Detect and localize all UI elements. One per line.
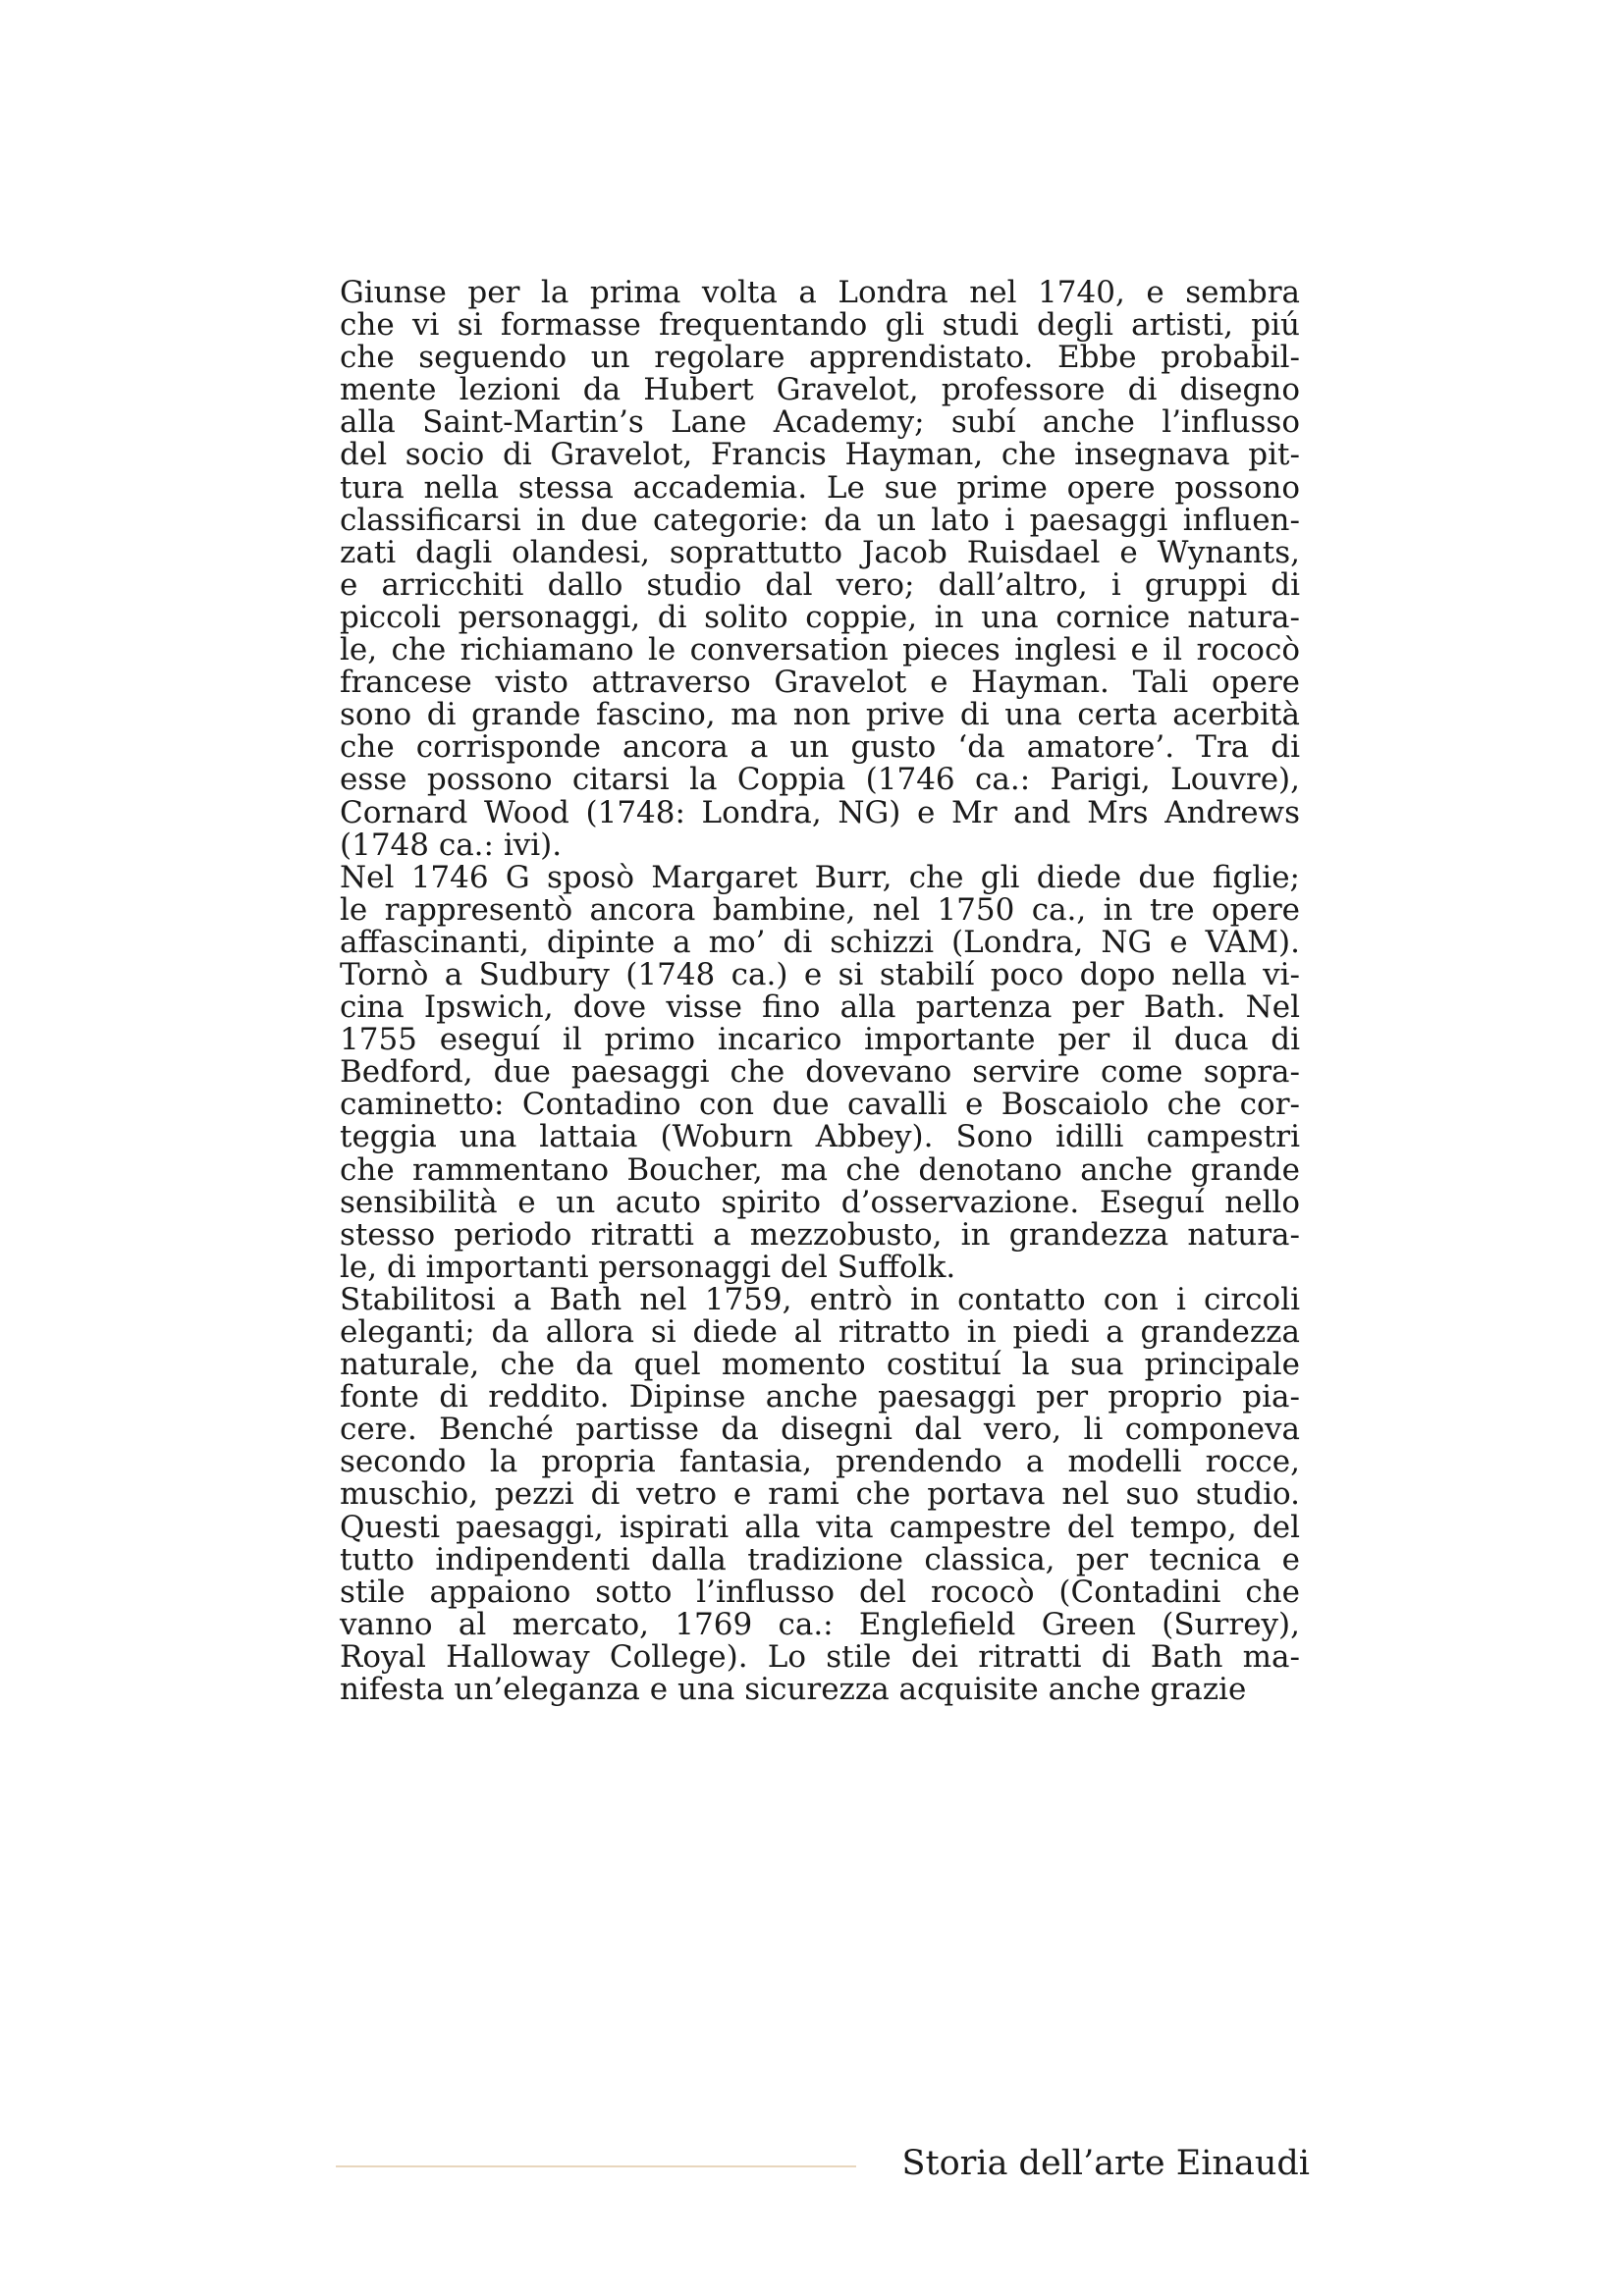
text-line: Bedford, due paesaggi che dovevano servire come sopra- [340,1054,1300,1091]
footer-rule [336,2165,856,2167]
text-line: Cornard Wood (1748: Londra, NG) e Mr and Mrs Andrews [340,794,1300,830]
text-line: tutto indipendenti dalla tradizione classica, per tecnica e [340,1541,1300,1577]
text-line: che corrisponde ancora a un gusto ‘da amatore’. Tra di [340,729,1300,766]
text-line: nifesta un’eleganza e una sicurezza acquisite anche grazie [340,1672,1247,1708]
text-line: cina Ipswich, dove visse fino alla partenza per Bath. Nel [340,989,1300,1026]
text-line: affascinanti, dipinte a mo’ di schizzi (Londra, NG e VAM). [340,924,1300,960]
text-line: che rammentano Boucher, ma che denotano anche grande [340,1151,1300,1188]
text-line: fonte di reddito. Dipinse anche paesaggi per proprio pia- [340,1379,1300,1415]
text-line: sensibilità e un acuto spirito d’osservazione. Eseguí nello [340,1184,1300,1220]
text-line: eleganti; da allora si diede al ritratto in piedi a grandezza [340,1314,1300,1350]
text-line: Questi paesaggi, ispirati alla vita campestre del tempo, del [340,1509,1300,1545]
text-line: Nel 1746 G sposò Margaret Burr, che gli diede due figlie; [340,859,1300,895]
text-line: del socio di Gravelot, Francis Hayman, che insegnava pit- [340,437,1300,473]
text-line: che seguendo un regolare apprendistato. Ebbe probabil- [340,340,1300,376]
text-line: le, di importanti personaggi del Suffolk. [340,1249,956,1285]
text-line: alla Saint-Martin’s Lane Academy; subí anche l’influsso [340,404,1300,441]
text-line: muschio, pezzi di vetro e rami che portava nel suo studio. [340,1476,1300,1513]
text-line: tura nella stessa accademia. Le sue prime opere possono [340,469,1300,506]
text-line: cere. Benché partisse da disegni dal vero, li componeva [340,1412,1300,1448]
text-line: caminetto: Contadino con due cavalli e Boscaiolo che cor- [340,1087,1300,1123]
text-line: 1755 eseguí il primo incarico importante per il duca di [340,1022,1300,1058]
text-line: Royal Halloway College). Lo stile dei ritratti di Bath ma- [340,1638,1300,1675]
text-line: teggia una lattaia (Woburn Abbey). Sono idilli campestri [340,1119,1300,1155]
text-line: stile appaiono sotto l’influsso del rococò (Contadini che [340,1574,1300,1610]
footer-title: Storia dell’arte Einaudi [901,2144,1310,2183]
text-line: stesso periodo ritratti a mezzobusto, in grandezza natura- [340,1216,1300,1253]
text-line: naturale, che da quel momento costituí la sua principale [340,1347,1300,1383]
text-line: zati dagli olandesi, soprattutto Jacob Ruisdael e Wynants, [340,534,1300,570]
text-line: secondo la propria fantasia, prendendo a modelli rocce, [340,1444,1300,1480]
paragraph-2 [340,859,1300,1285]
body-text [340,277,1300,1706]
text-line: e arricchiti dallo studio dal vero; dall’altro, i gruppi di [340,566,1300,603]
text-line: le, che richiamano le conversation pieces inglesi e il rococò [340,632,1300,668]
text-line: (1748 ca.: ivi). [340,827,563,863]
text-line: Giunse per la prima volta a Londra nel 1740, e sembra [340,275,1300,310]
text-line: piccoli personaggi, di solito coppie, in una cornice natura- [340,599,1300,635]
text-line: classificarsi in due categorie: da un lato i paesaggi influen- [340,502,1300,538]
text-line: sono di grande fascino, ma non prive di una certa acerbità [340,697,1300,733]
text-line: le rappresentò ancora bambine, nel 1750 ca., in tre opere [340,891,1300,928]
paragraph-1 [340,277,1300,862]
text-line: vanno al mercato, 1769 ca.: Englefield Green (Surrey), [340,1606,1300,1642]
paragraph-3 [340,1281,1300,1708]
text-line: francese visto attraverso Gravelot e Hayman. Tali opere [340,665,1300,701]
text-line: mente lezioni da Hubert Gravelot, professore di disegno [340,372,1300,408]
text-line: Tornò a Sudbury (1748 ca.) e si stabilí poco dopo nella vi- [340,956,1300,992]
text-line: Stabilitosi a Bath nel 1759, entrò in contatto con i circoli [340,1281,1300,1317]
text-line: esse possono citarsi la Coppia (1746 ca.: Parigi, Louvre), [340,762,1300,798]
text-line: che vi si formasse frequentando gli studi degli artisti, piú [340,307,1300,344]
